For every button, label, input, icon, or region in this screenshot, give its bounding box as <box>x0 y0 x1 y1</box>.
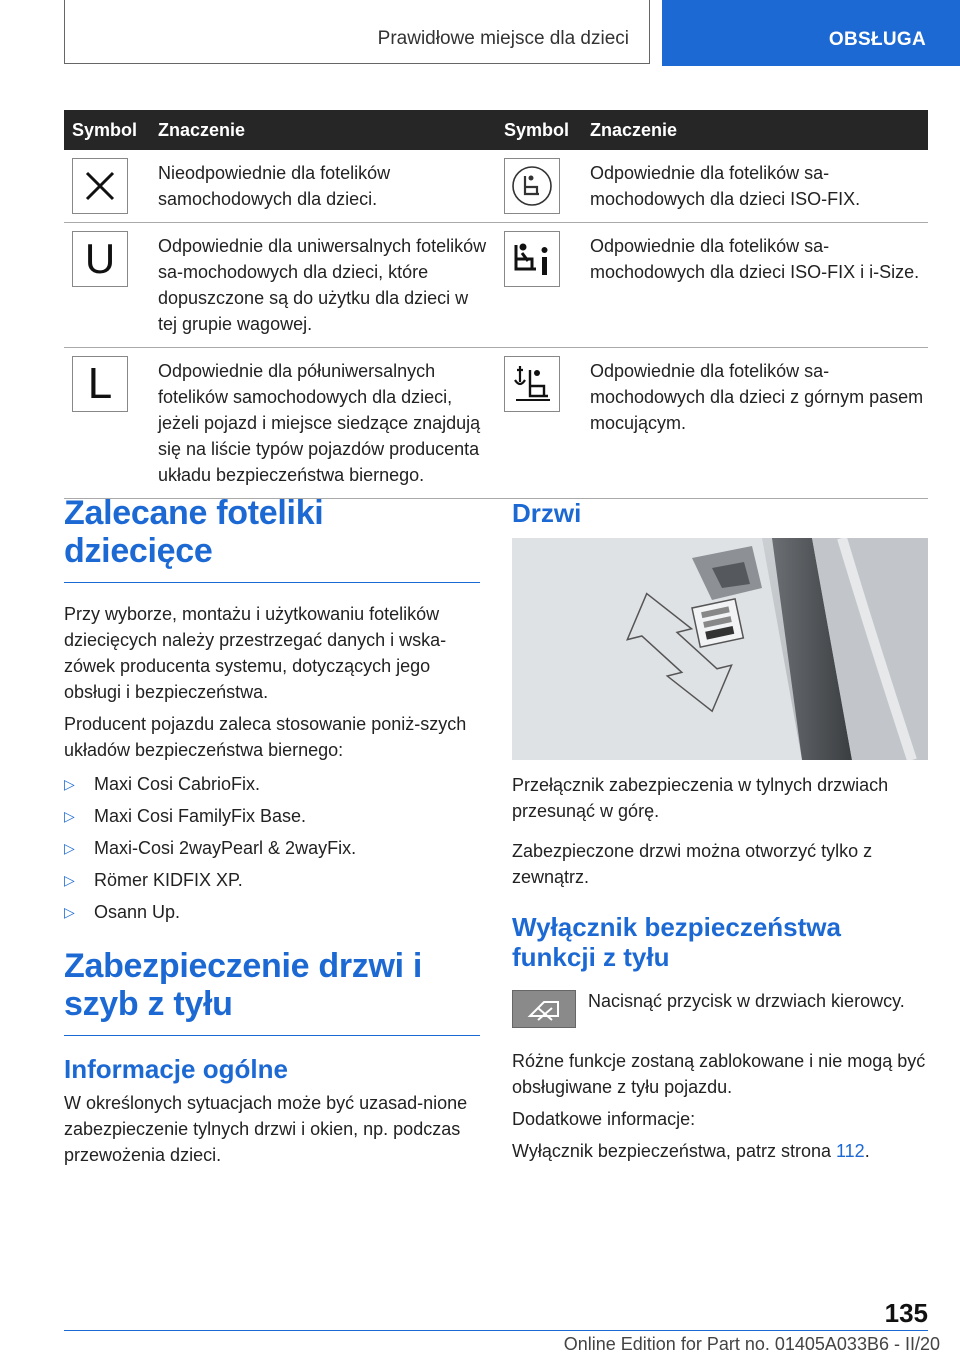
table-row <box>64 223 928 348</box>
paragraph: Zabezpieczone drzwi można otworzyć tylko z zewnątrz. <box>512 841 873 887</box>
header-symbol-2: Symbol <box>496 110 582 150</box>
meaning-text: Odpowiednie dla fotelików sa-mochodowych dla dzieci ISO-FIX. <box>582 150 928 223</box>
heading-rule <box>64 1035 480 1036</box>
safety-switch-heading: Wyłącznik bezpieczeństwa funkcji z tyłu <box>512 912 841 972</box>
meaning-text: Odpowiednie dla półuniwersalnych fotelików samochodowych dla dzieci, jeżeli pojazd i miejsce siedzące znajdują się na liście typów pojazdów producenta układu bezpieczeństwa biernego. <box>150 348 496 499</box>
paragraph: W określonych sytuacjach może być uzasad-nione zabezpieczenie tylnych drzwi i okien, np. podczas przewożenia dzieci. <box>64 1093 468 1165</box>
list-item: ▷ Maxi Cosi CabrioFix. <box>64 771 480 797</box>
list-item: ▷ Osann Up. <box>64 899 480 925</box>
meaning-text: Nieodpowiednie dla fotelików samochodowych dla dzieci. <box>150 150 496 223</box>
bullet-triangle-icon: ▷ <box>64 808 75 824</box>
table-row <box>64 348 928 499</box>
paragraph: Przy wyborze, montażu i użytkowaniu fotelików dziecięcych należy przestrzegać danych i wska-zówek producenta systemu, dotyczących jego obsługi i bezpieczeństwa. <box>64 604 447 702</box>
recommended-seats-heading: Zalecane foteliki dziecięce <box>64 494 324 570</box>
page-number: 135 <box>884 1298 928 1328</box>
chapter-label: OBSŁUGA <box>828 29 926 50</box>
cross-reference: Wyłącznik bezpieczeństwa, patrz strona 112. <box>512 1141 870 1161</box>
section-tab <box>64 0 650 64</box>
left-column <box>64 494 480 1168</box>
right-column <box>512 494 928 1164</box>
list-item: ▷ Maxi-Cosi 2wayPearl & 2wayFix. <box>64 835 480 861</box>
meaning-text: Odpowiednie dla fotelików sa-mochodowych dla dzieci ISO-FIX i i-Size. <box>582 223 928 348</box>
isofix-seat-icon <box>504 158 560 214</box>
header-meaning-1: Znaczenie <box>150 110 496 150</box>
switch-instruction-text: Nacisnąć przycisk w drzwiach kierowcy. <box>588 991 905 1011</box>
footer-edition: Online Edition for Part no. 01405A033B6 - II/20 <box>563 1334 940 1354</box>
i-size-seat-icon <box>504 231 560 287</box>
page-link[interactable]: 112 <box>835 1141 865 1161</box>
meaning-text: Odpowiednie dla fotelików sa-mochodowych dla dzieci z górnym pasem mocującym. <box>582 348 928 499</box>
photo-caption: Przełącznik zabezpieczenia w tylnych drzwiach przesunąć w górę. <box>512 775 889 821</box>
page-header <box>0 0 960 66</box>
table-row <box>64 150 928 223</box>
bullet-triangle-icon: ▷ <box>64 840 75 856</box>
switch-instruction <box>512 988 928 1028</box>
header-meaning-2: Znaczenie <box>582 110 928 150</box>
door-lock-heading: Zabezpieczenie drzwi i szyb z tyłu <box>64 947 423 1023</box>
window-lock-button-icon <box>512 990 576 1028</box>
universal-u-icon: U <box>72 231 128 287</box>
paragraph: Dodatkowe informacje: <box>512 1109 696 1129</box>
semi-universal-l-icon: L <box>72 356 128 412</box>
bullet-triangle-icon: ▷ <box>64 872 75 888</box>
child-lock-photo <box>512 538 928 760</box>
doors-heading: Drzwi <box>512 498 582 528</box>
chapter-tab[interactable] <box>662 0 960 66</box>
paragraph: Różne funkcje zostaną zablokowane i nie mogą być obsługiwane z tyłu pojazdu. <box>512 1051 926 1097</box>
meaning-text: Odpowiednie dla uniwersalnych fotelików sa-mochodowych dla dzieci, które dopuszczone są do użytku dla dzieci w tej grupie wagowej. <box>150 223 496 348</box>
list-item: ▷ Maxi Cosi FamilyFix Base. <box>64 803 480 829</box>
paragraph: Producent pojazdu zaleca stosowanie poniż-szych układów bezpieczeństwa biernego: <box>64 714 467 760</box>
unsuitable-x-icon <box>72 158 128 214</box>
list-item: ▷ Römer KIDFIX XP. <box>64 867 480 893</box>
recommended-seats-list <box>64 771 480 925</box>
section-title: Prawidłowe miejsce dla dzieci <box>377 28 629 49</box>
symbol-table <box>64 110 928 499</box>
bullet-triangle-icon: ▷ <box>64 776 75 792</box>
general-info-heading: Informacje ogólne <box>64 1054 288 1084</box>
bullet-triangle-icon: ▷ <box>64 904 75 920</box>
top-tether-seat-icon <box>504 356 560 412</box>
header-symbol-1: Symbol <box>64 110 150 150</box>
heading-rule <box>64 582 480 583</box>
footer-rule <box>64 1330 928 1331</box>
table-header-row <box>64 110 928 150</box>
